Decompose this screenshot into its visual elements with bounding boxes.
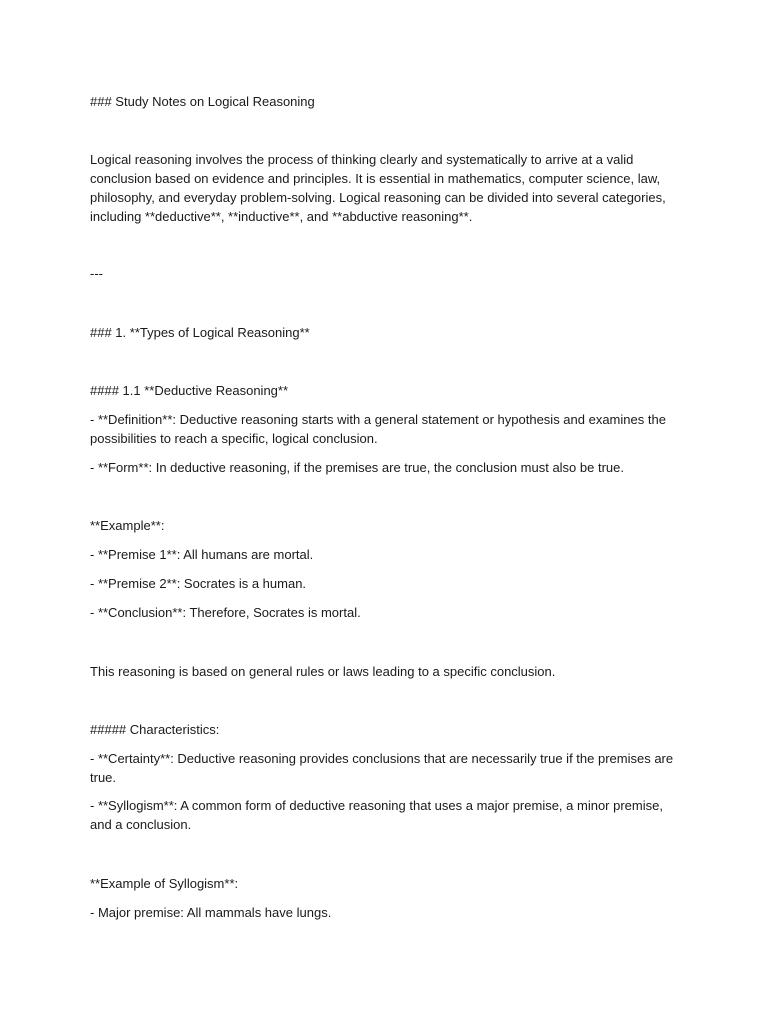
separator: --- bbox=[90, 266, 103, 281]
major-premise-item: - Major premise: All mammals have lungs. bbox=[90, 905, 332, 920]
premise-2-item: - **Premise 2**: Socrates is a human. bbox=[90, 576, 307, 591]
summary-paragraph: This reasoning is based on general rules or laws leading to a specific conclusion. bbox=[90, 664, 556, 679]
subsection-heading: #### 1.1 **Deductive Reasoning** bbox=[90, 383, 289, 398]
syllogism-item: - **Syllogism**: A common form of deductive reasoning that uses a major premise, a minor premise, and a conclusion. bbox=[90, 798, 663, 832]
conclusion-item: - **Conclusion**: Therefore, Socrates is mortal. bbox=[90, 605, 361, 620]
definition-item: - **Definition**: Deductive reasoning starts with a general statement or hypothesis and examines the possibilities to reach a specific, logical conclusion. bbox=[90, 412, 666, 446]
syllogism-example-heading: **Example of Syllogism**: bbox=[90, 876, 239, 891]
example-heading: **Example**: bbox=[90, 518, 165, 533]
characteristics-heading: ##### Characteristics: bbox=[90, 722, 220, 737]
premise-1-item: - **Premise 1**: All humans are mortal. bbox=[90, 547, 314, 562]
section-heading: ### 1. **Types of Logical Reasoning** bbox=[90, 325, 310, 340]
form-item: - **Form**: In deductive reasoning, if the premises are true, the conclusion must also be true. bbox=[90, 460, 624, 475]
intro-paragraph: Logical reasoning involves the process of thinking clearly and systematically to arrive at a valid conclusion based on evidence and principles. It is essential in mathematics, computer science, law, philosophy, and everyday problem-solving. Logical reasoning can be divided into several categories, including **deductive**, **inductive**, and **abductive reasoning**. bbox=[90, 152, 666, 224]
document-title: ### Study Notes on Logical Reasoning bbox=[90, 94, 315, 109]
certainty-item: - **Certainty**: Deductive reasoning provides conclusions that are necessarily true if the premises are true. bbox=[90, 751, 674, 785]
